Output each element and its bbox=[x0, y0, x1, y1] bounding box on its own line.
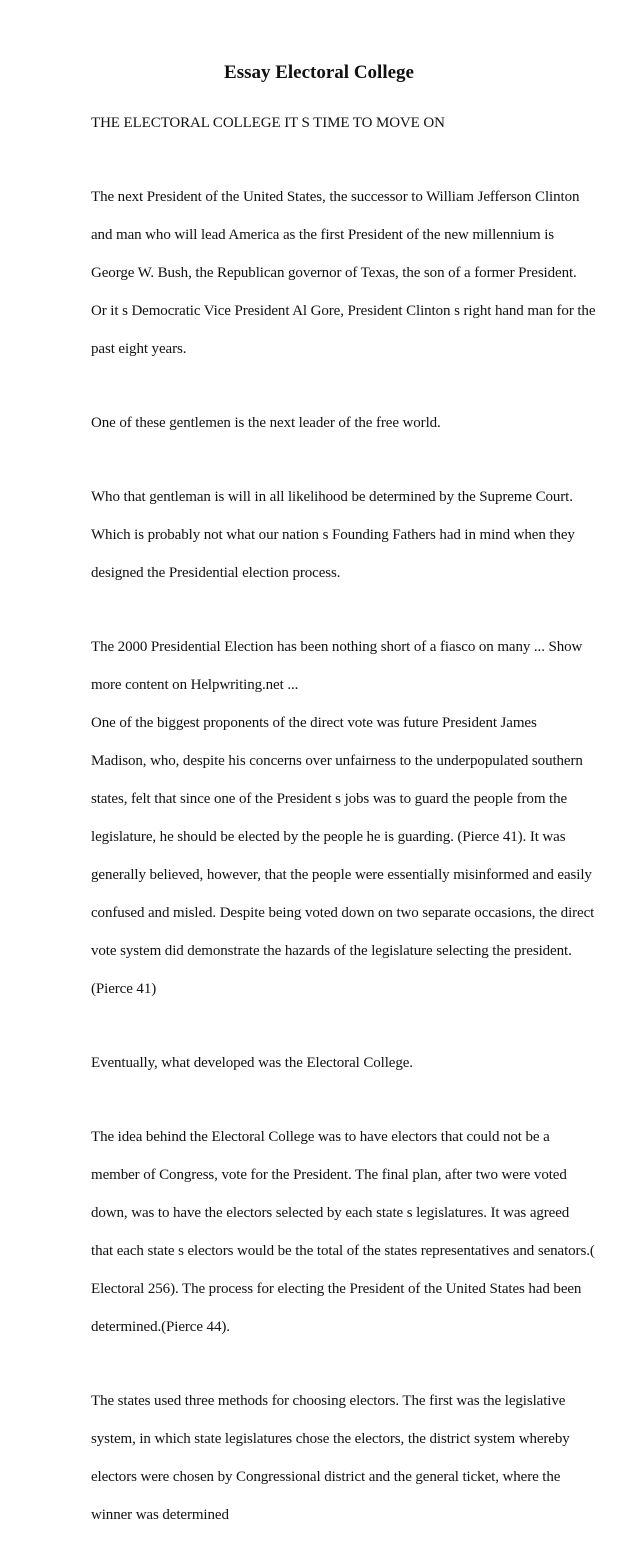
text-line: states, felt that since one of the President s jobs was to guard the people from the bbox=[91, 791, 568, 807]
paragraph bbox=[91, 619, 603, 1018]
text-line: member of Congress, vote for the President. The final plan, after two were voted bbox=[91, 1167, 567, 1183]
text-line: past eight years. bbox=[91, 341, 187, 357]
text-line: Who that gentleman is will in all likelihood be determined by the Supreme Court. bbox=[91, 489, 573, 505]
text-line: Eventually, what developed was the Electoral College. bbox=[91, 1055, 413, 1071]
text-line: Or it s Democratic Vice President Al Gore, President Clinton s right hand man for the bbox=[91, 303, 596, 319]
text-line: that each state s electors would be the total of the states representatives and senators.( bbox=[91, 1243, 595, 1259]
text-line: generally believed, however, that the people were essentially misinformed and easily bbox=[91, 867, 592, 883]
text-line: designed the Presidential election process. bbox=[91, 565, 341, 581]
paragraph bbox=[91, 1035, 603, 1092]
text-line: more content on Helpwriting.net ... bbox=[91, 677, 299, 693]
text-line: legislature, he should be elected by the people he is guarding. (Pierce 41). It was bbox=[91, 829, 566, 845]
text-line: The idea behind the Electoral College was to have electors that could not be a bbox=[91, 1129, 550, 1145]
text-line: The 2000 Presidential Election has been nothing short of a fiasco on many ... Show bbox=[91, 639, 583, 655]
heading-line bbox=[91, 95, 603, 152]
text-line: The next President of the United States, the successor to William Jefferson Clinton bbox=[91, 189, 580, 205]
paragraph bbox=[91, 395, 603, 452]
text-line: electors were chosen by Congressional district and the general ticket, where the bbox=[91, 1469, 561, 1485]
paragraph bbox=[91, 1373, 603, 1544]
text-line: Madison, who, despite his concerns over unfairness to the underpopulated southern bbox=[91, 753, 583, 769]
paragraph bbox=[91, 1109, 603, 1356]
paragraph bbox=[91, 469, 603, 602]
text-line: determined.(Pierce 44). bbox=[91, 1319, 230, 1335]
document-body bbox=[91, 95, 603, 1544]
text-line: winner was determined bbox=[91, 1507, 229, 1523]
text-line: down, was to have the electors selected by each state s legislatures. It was agreed bbox=[91, 1205, 570, 1221]
text-line: One of the biggest proponents of the direct vote was future President James bbox=[91, 715, 537, 731]
text-line: vote system did demonstrate the hazards of the legislature selecting the president. bbox=[91, 943, 572, 959]
text-line: and man who will lead America as the first President of the new millennium is bbox=[91, 227, 555, 243]
text-line: One of these gentlemen is the next leader of the free world. bbox=[91, 415, 441, 431]
text-line: Which is probably not what our nation s Founding Fathers had in mind when they bbox=[91, 527, 575, 543]
text-line: confused and misled. Despite being voted down on two separate occasions, the direct bbox=[91, 905, 595, 921]
text-line: THE ELECTORAL COLLEGE IT S TIME TO MOVE ON bbox=[91, 115, 445, 131]
text-line: George W. Bush, the Republican governor of Texas, the son of a former President. bbox=[91, 265, 577, 281]
paragraph bbox=[91, 169, 603, 378]
text-line: (Pierce 41) bbox=[91, 981, 157, 997]
text-line: The states used three methods for choosing electors. The first was the legislative bbox=[91, 1393, 566, 1409]
document-title: Essay Electoral College bbox=[224, 62, 414, 83]
text-line: Electoral 256). The process for electing the President of the United States had been bbox=[91, 1281, 582, 1297]
text-line: system, in which state legislatures chose the electors, the district system whereby bbox=[91, 1431, 570, 1447]
